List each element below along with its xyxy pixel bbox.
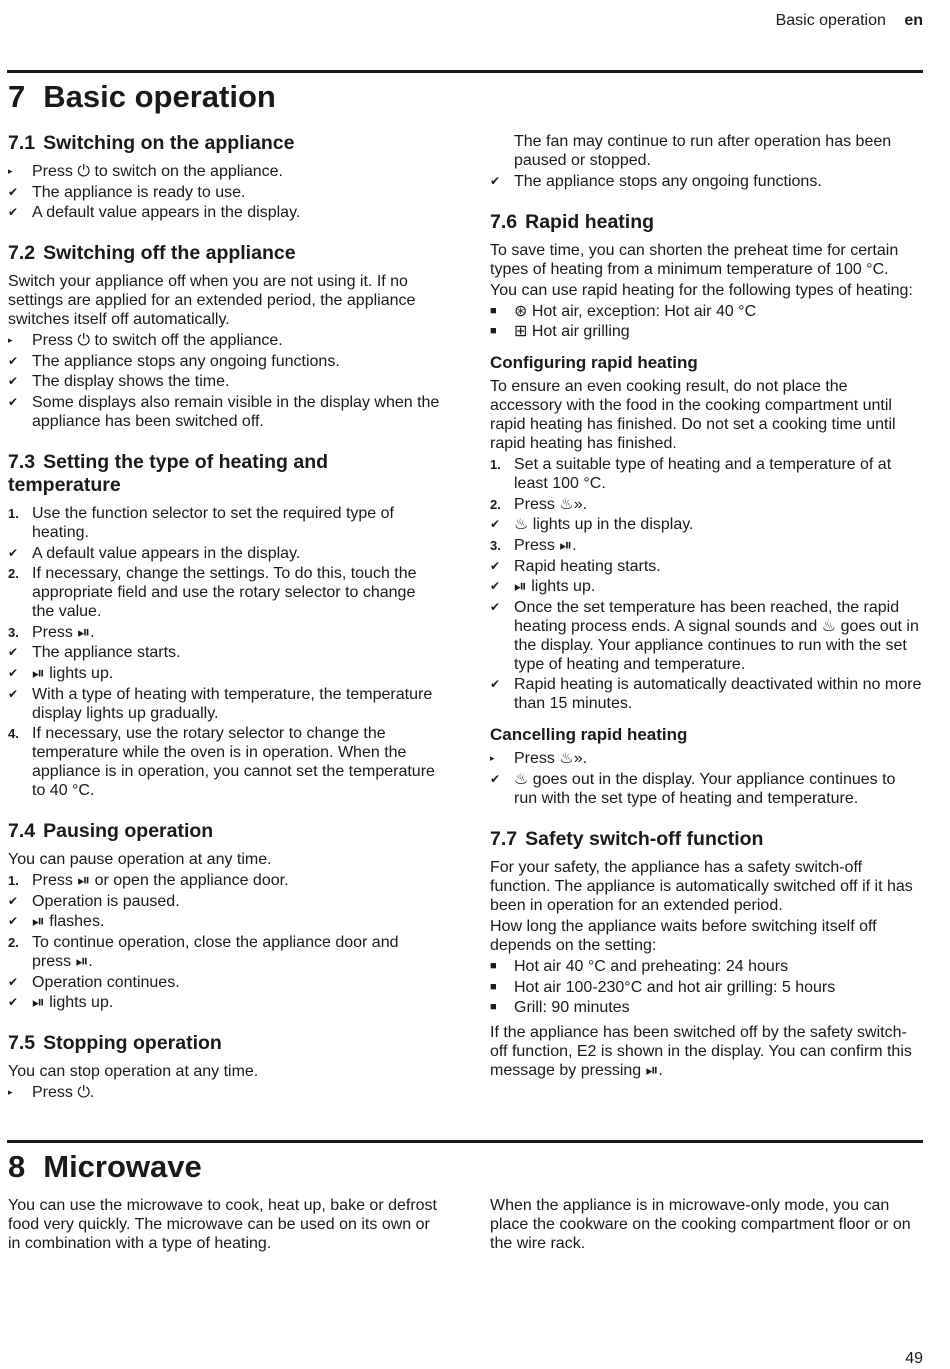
duration-list [490,957,922,1017]
list-item-text: Some displays also remain visible in the display when the appliance has been switched off. [32,393,440,430]
list-item-text: ⊞ Hot air grilling [514,323,630,341]
step-number: 2. [490,496,501,512]
list-item-text: The display shows the time. [32,373,230,391]
list-item [8,912,440,931]
section-title: Stopping operation [43,1032,222,1055]
list-item-text: ♨ lights up in the display. [514,516,694,534]
list-item-text: The appliance is ready to use. [32,183,246,201]
list-item-text: Press ⏯ or open the appliance door. [32,872,289,890]
list-item-text: Grill: 90 minutes [514,999,630,1017]
check-icon: ✔ [490,173,501,188]
bullet-icon: ■ [490,325,497,338]
list-item [490,536,922,555]
check-icon: ✔ [8,353,19,368]
step-number: 1. [8,873,19,889]
list-item-text: Hot air 100-230°C and hot air grilling: 5 hours [514,978,836,996]
check-icon: ✔ [8,394,19,409]
configuring-rapid-heating [490,353,922,713]
section-title: Switching off the appliance [43,242,296,265]
list-item-text: Use the function selector to set the required type of heating. [32,504,394,541]
list-item-text: ⏯ lights up. [514,578,596,596]
list-item-text: A default value appears in the display. [32,204,301,222]
subsection-heading: Configuring rapid heating [490,353,698,373]
section-7-7 [490,828,922,1080]
list-item [8,724,440,800]
step-number: 3. [8,624,19,640]
list-item-text: Hot air 40 °C and preheating: 24 hours [514,957,789,975]
check-icon: ✔ [8,645,19,660]
chapter-7-heading [8,80,276,114]
section-title: Switching on the appliance [43,132,295,154]
list-item-text: Rapid heating is automatically deactivated within no more than 15 minutes. [514,676,922,713]
subsection-intro: To ensure an even cooking result, do not place the accessory with the food in the cooking compartment until rapid heating has finished. Do not set a cooking time until rapid heating has finished. [490,378,896,453]
bullet-icon: ■ [490,304,497,317]
check-icon: ✔ [8,914,19,929]
arrow-icon: ▸ [8,335,13,346]
section-7-2 [8,242,440,431]
section-intro: You can pause operation at any time. [8,851,272,869]
section-number: 7.2 [8,242,36,265]
list-item [490,557,922,576]
check-icon: ✔ [8,665,19,680]
step-number: 2. [8,566,19,582]
check-icon: ✔ [490,579,501,594]
list-item [8,162,440,181]
section-heading [8,1032,440,1055]
instruction-list [8,504,440,800]
arrow-icon: ▸ [8,1087,13,1098]
check-icon: ✔ [490,558,501,573]
section-heading [8,820,440,843]
chapter-title: Basic operation [43,79,276,114]
section-heading [8,242,440,265]
check-icon: ✔ [8,545,19,560]
chapter-7-rule [7,70,923,73]
list-item [490,302,922,321]
section-7-5 [8,1032,440,1102]
list-item [8,504,440,542]
section-heading [490,828,922,851]
list-item [490,132,922,170]
list-item [8,183,440,202]
chapter-number: 8 [8,1149,26,1184]
list-item-text: Rapid heating starts. [514,557,661,575]
list-item [490,577,922,596]
section-number: 7.5 [8,1032,36,1055]
list-item [490,998,922,1017]
section-heading [8,132,440,155]
list-item [8,664,440,683]
list-item [8,871,440,890]
instruction-list [8,871,440,1012]
list-item-text: A default value appears in the display. [32,544,301,562]
list-item-text: Press ⏻ to switch off the appliance. [32,332,283,350]
list-item [490,455,922,493]
list-item-text: The appliance stops any ongoing functions. [514,172,822,190]
list-item [490,495,922,514]
list-item-text: The fan may continue to run after operation has been paused or stopped. [514,133,892,169]
list-item-text: If necessary, use the rotary selector to change the temperature while the oven is in operation. When the appliance is in operation, you cannot set the temperature to 40 °C. [32,725,435,800]
check-icon: ✔ [8,205,19,220]
check-icon: ✔ [8,995,19,1010]
bullet-icon: ■ [490,959,497,972]
list-item [490,598,922,674]
list-item-text: Operation continues. [32,973,180,991]
section-7-1 [8,132,440,222]
header-language: en [904,12,923,29]
list-item [8,623,440,642]
section-heading [8,451,440,497]
list-item-text: Press ♨». [514,750,588,768]
instruction-list [8,331,440,431]
list-item-text: Press ♨». [514,495,588,513]
list-item-text: The appliance stops any ongoing functions. [32,352,340,370]
list-item [490,172,922,191]
subsection-heading: Cancelling rapid heating [490,725,688,745]
check-icon: ✔ [8,184,19,199]
section-7-6 [490,211,922,808]
section-intro: How long the appliance waits before switching itself off depends on the setting: [490,917,877,954]
list-item-text: ⊛ Hot air, exception: Hot air 40 °C [514,302,757,320]
section-title: Safety switch-off function [525,827,764,850]
check-icon: ✔ [8,893,19,908]
check-icon: ✔ [490,677,501,692]
list-item [490,957,922,976]
section-number: 7.3 [8,450,36,473]
running-header [776,12,923,30]
section-number: 7.4 [8,820,36,843]
step-number: 1. [8,505,19,521]
list-item-text: ⏯ lights up. [32,994,114,1012]
list-item-text: The appliance starts. [32,644,181,662]
list-item [490,675,922,713]
list-item-text: Operation is paused. [32,892,180,910]
list-item [8,564,440,621]
section-intro: You can stop operation at any time. [8,1063,259,1081]
list-item-text: To continue operation, close the appliance door and press ⏯. [32,933,399,970]
microwave-intro-right: When the appliance is in microwave-only mode, you can place the cookware on the cooking compartment floor or on the wire rack. [490,1197,911,1252]
list-item-text: Press ⏻ to switch on the appliance. [32,163,284,180]
list-item [8,993,440,1012]
section-number: 7.7 [490,827,518,850]
section-title: Pausing operation [43,820,214,843]
section-heading [490,211,922,234]
microwave-intro-left: You can use the microwave to cook, heat up, bake or defrost food very quickly. The microwave can be used on its own or in combination with a type of heating. [8,1197,437,1252]
list-item [8,892,440,911]
list-item-text: If necessary, change the settings. To do this, touch the appropriate field and use the rotary selector to change the value. [32,565,417,621]
list-item [8,372,440,391]
bullet-icon: ■ [490,980,497,993]
section-7-3 [8,451,440,800]
arrow-icon: ▸ [8,166,13,176]
instruction-list [490,455,922,713]
list-item-text: Set a suitable type of heating and a temperature of at least 100 °C. [514,456,892,493]
heating-type-list [490,302,922,342]
check-icon: ✔ [490,771,501,786]
header-section-title: Basic operation [775,12,886,29]
list-item-text: Press ⏯. [514,536,577,554]
right-column [490,132,922,1100]
instruction-list [490,749,922,808]
list-item-text: ♨ goes out in the display. Your appliance continues to run with the set type of heating and temperature. [514,770,896,807]
step-number: 3. [490,537,501,553]
cancelling-rapid-heating [490,725,922,808]
arrow-icon: ▸ [490,753,495,764]
check-icon: ✔ [490,517,501,532]
instruction-list [490,132,922,191]
check-icon: ✔ [490,599,501,614]
section-intro: Switch your appliance off when you are not using it. If no settings are applied for an extended period, the appliance switches itself off automatically. [8,273,416,329]
list-item [490,515,922,534]
list-item [8,331,440,350]
list-item [8,352,440,371]
list-item [8,973,440,992]
check-icon: ✔ [8,686,19,701]
section-7-4 [8,820,440,1012]
step-number: 4. [8,726,19,742]
check-icon: ✔ [8,974,19,989]
list-item-text: Press ⏯. [32,623,95,641]
section-intro: For your safety, the appliance has a safety switch-off function. The appliance is automatically switched off if it has been in operation for an extended period. [490,858,913,914]
list-item [8,1083,440,1102]
section-title: Rapid heating [525,210,655,233]
list-item [8,393,440,431]
section-number: 7.1 [8,132,36,154]
chapter-title: Microwave [43,1149,202,1184]
chapter-8-rule [7,1140,923,1143]
instruction-list [8,162,440,222]
list-item [8,544,440,563]
list-item-text: Once the set temperature has been reached, the rapid heating process ends. A signal sounds and ♨ goes out in the display. Your appliance continues to run with the set type of heating and temperature. [514,598,919,673]
section-7-5-continued [490,132,922,191]
list-item [490,978,922,997]
list-item [8,643,440,662]
list-item-text: Press ⏻. [32,1084,95,1102]
left-column [8,132,440,1122]
page-number: 49 [905,1350,923,1367]
section-outro: If the appliance has been switched off by the safety switch-off function, E2 is shown in the display. You can confirm this message by pressing ⏯. [490,1024,912,1080]
step-number: 2. [8,934,19,950]
chapter-number: 7 [8,79,26,114]
list-item [490,749,922,768]
bullet-icon: ■ [490,1001,497,1014]
list-item [8,933,440,971]
section-title: Setting the type of heating and temperature [8,450,329,496]
list-item-text: ⏯ flashes. [32,913,105,931]
list-item-text: ⏯ lights up. [32,664,114,682]
instruction-list [8,1083,440,1102]
chapter-8-heading [8,1150,202,1184]
list-item [490,770,922,808]
section-intro: You can use rapid heating for the following types of heating: [490,281,913,299]
list-item [8,685,440,723]
list-item [490,322,922,341]
list-item-text: With a type of heating with temperature, the temperature display lights up gradually. [32,685,433,722]
list-item [8,203,440,222]
check-icon: ✔ [8,374,19,389]
section-intro: To save time, you can shorten the preheat time for certain types of heating from a minimum temperature of 100 °C. [490,241,899,278]
section-number: 7.6 [490,210,518,233]
step-number: 1. [490,457,501,473]
